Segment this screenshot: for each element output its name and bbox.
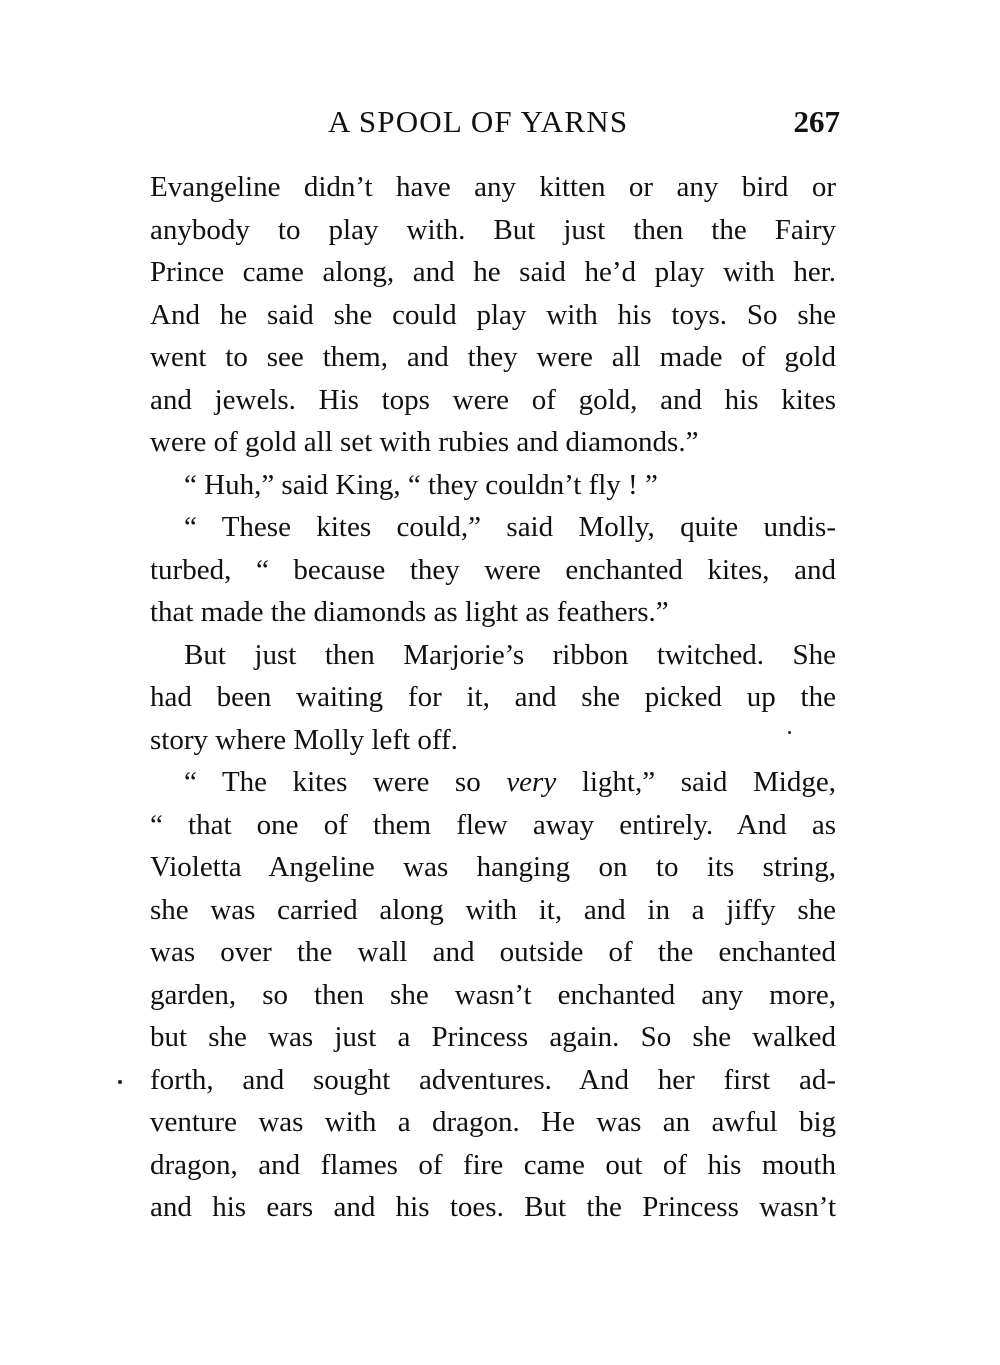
text-line-with-emphasis xyxy=(150,761,836,804)
text-line: Violetta Angeline was hanging on to its string, xyxy=(150,851,836,883)
text-line: and his ears and his toes. But the Princess wasn’t xyxy=(150,1191,836,1223)
running-head xyxy=(150,104,840,144)
text-line: and jewels. His tops were of gold, and his kites xyxy=(150,383,836,416)
text-line: forth, and sought adventures. And her first ad- xyxy=(150,1063,836,1096)
text-line: story where Molly left off. xyxy=(150,723,458,756)
text-line: was over the wall and outside of the enchanted xyxy=(150,936,836,968)
ink-speck xyxy=(118,1080,122,1084)
text-fragment: light,” said Midge, xyxy=(556,766,836,798)
text-line: Evangeline didn’t have any kitten or any bird or xyxy=(150,171,836,203)
text-line: that made the diamonds as light as feathers.” xyxy=(150,596,669,628)
text-line: she was carried along with it, and in a jiffy she xyxy=(150,893,836,926)
text-line: dragon, and flames of fire came out of his mouth xyxy=(150,1148,836,1181)
text-line: garden, so then she wasn’t enchanted any more, xyxy=(150,978,836,1011)
emphasized-word: very xyxy=(506,766,557,798)
running-title: A SPOOL OF YARNS xyxy=(328,104,629,139)
text-line: turbed, “ because they were enchanted kites, and xyxy=(150,553,836,586)
text-line: venture was with a dragon. He was an awful big xyxy=(150,1106,836,1138)
text-line: But just then Marjorie’s ribbon twitched. She xyxy=(184,638,836,671)
ink-speck xyxy=(788,731,791,734)
text-line: And he said she could play with his toys. So she xyxy=(150,298,836,331)
text-line: but she was just a Princess again. So she walked xyxy=(150,1021,836,1053)
text-line: “ Huh,” said King, “ they couldn’t fly ! ” xyxy=(184,468,658,501)
text-line: Prince came along, and he said he’d play with her. xyxy=(150,256,836,288)
text-fragment: “ The kites were so xyxy=(184,766,507,798)
text-line: anybody to play with. But just then the Fairy xyxy=(150,213,836,246)
text-line: “ that one of them flew away entirely. And as xyxy=(150,808,836,841)
text-line: “ These kites could,” said Molly, quite undis- xyxy=(184,511,836,543)
page-number: 267 xyxy=(793,104,840,139)
text-line: had been waiting for it, and she picked up the xyxy=(150,681,836,713)
text-line: went to see them, and they were all made of gold xyxy=(150,341,836,373)
text-line: were of gold all set with rubies and diamonds.” xyxy=(150,426,699,458)
body-text xyxy=(150,166,836,1229)
